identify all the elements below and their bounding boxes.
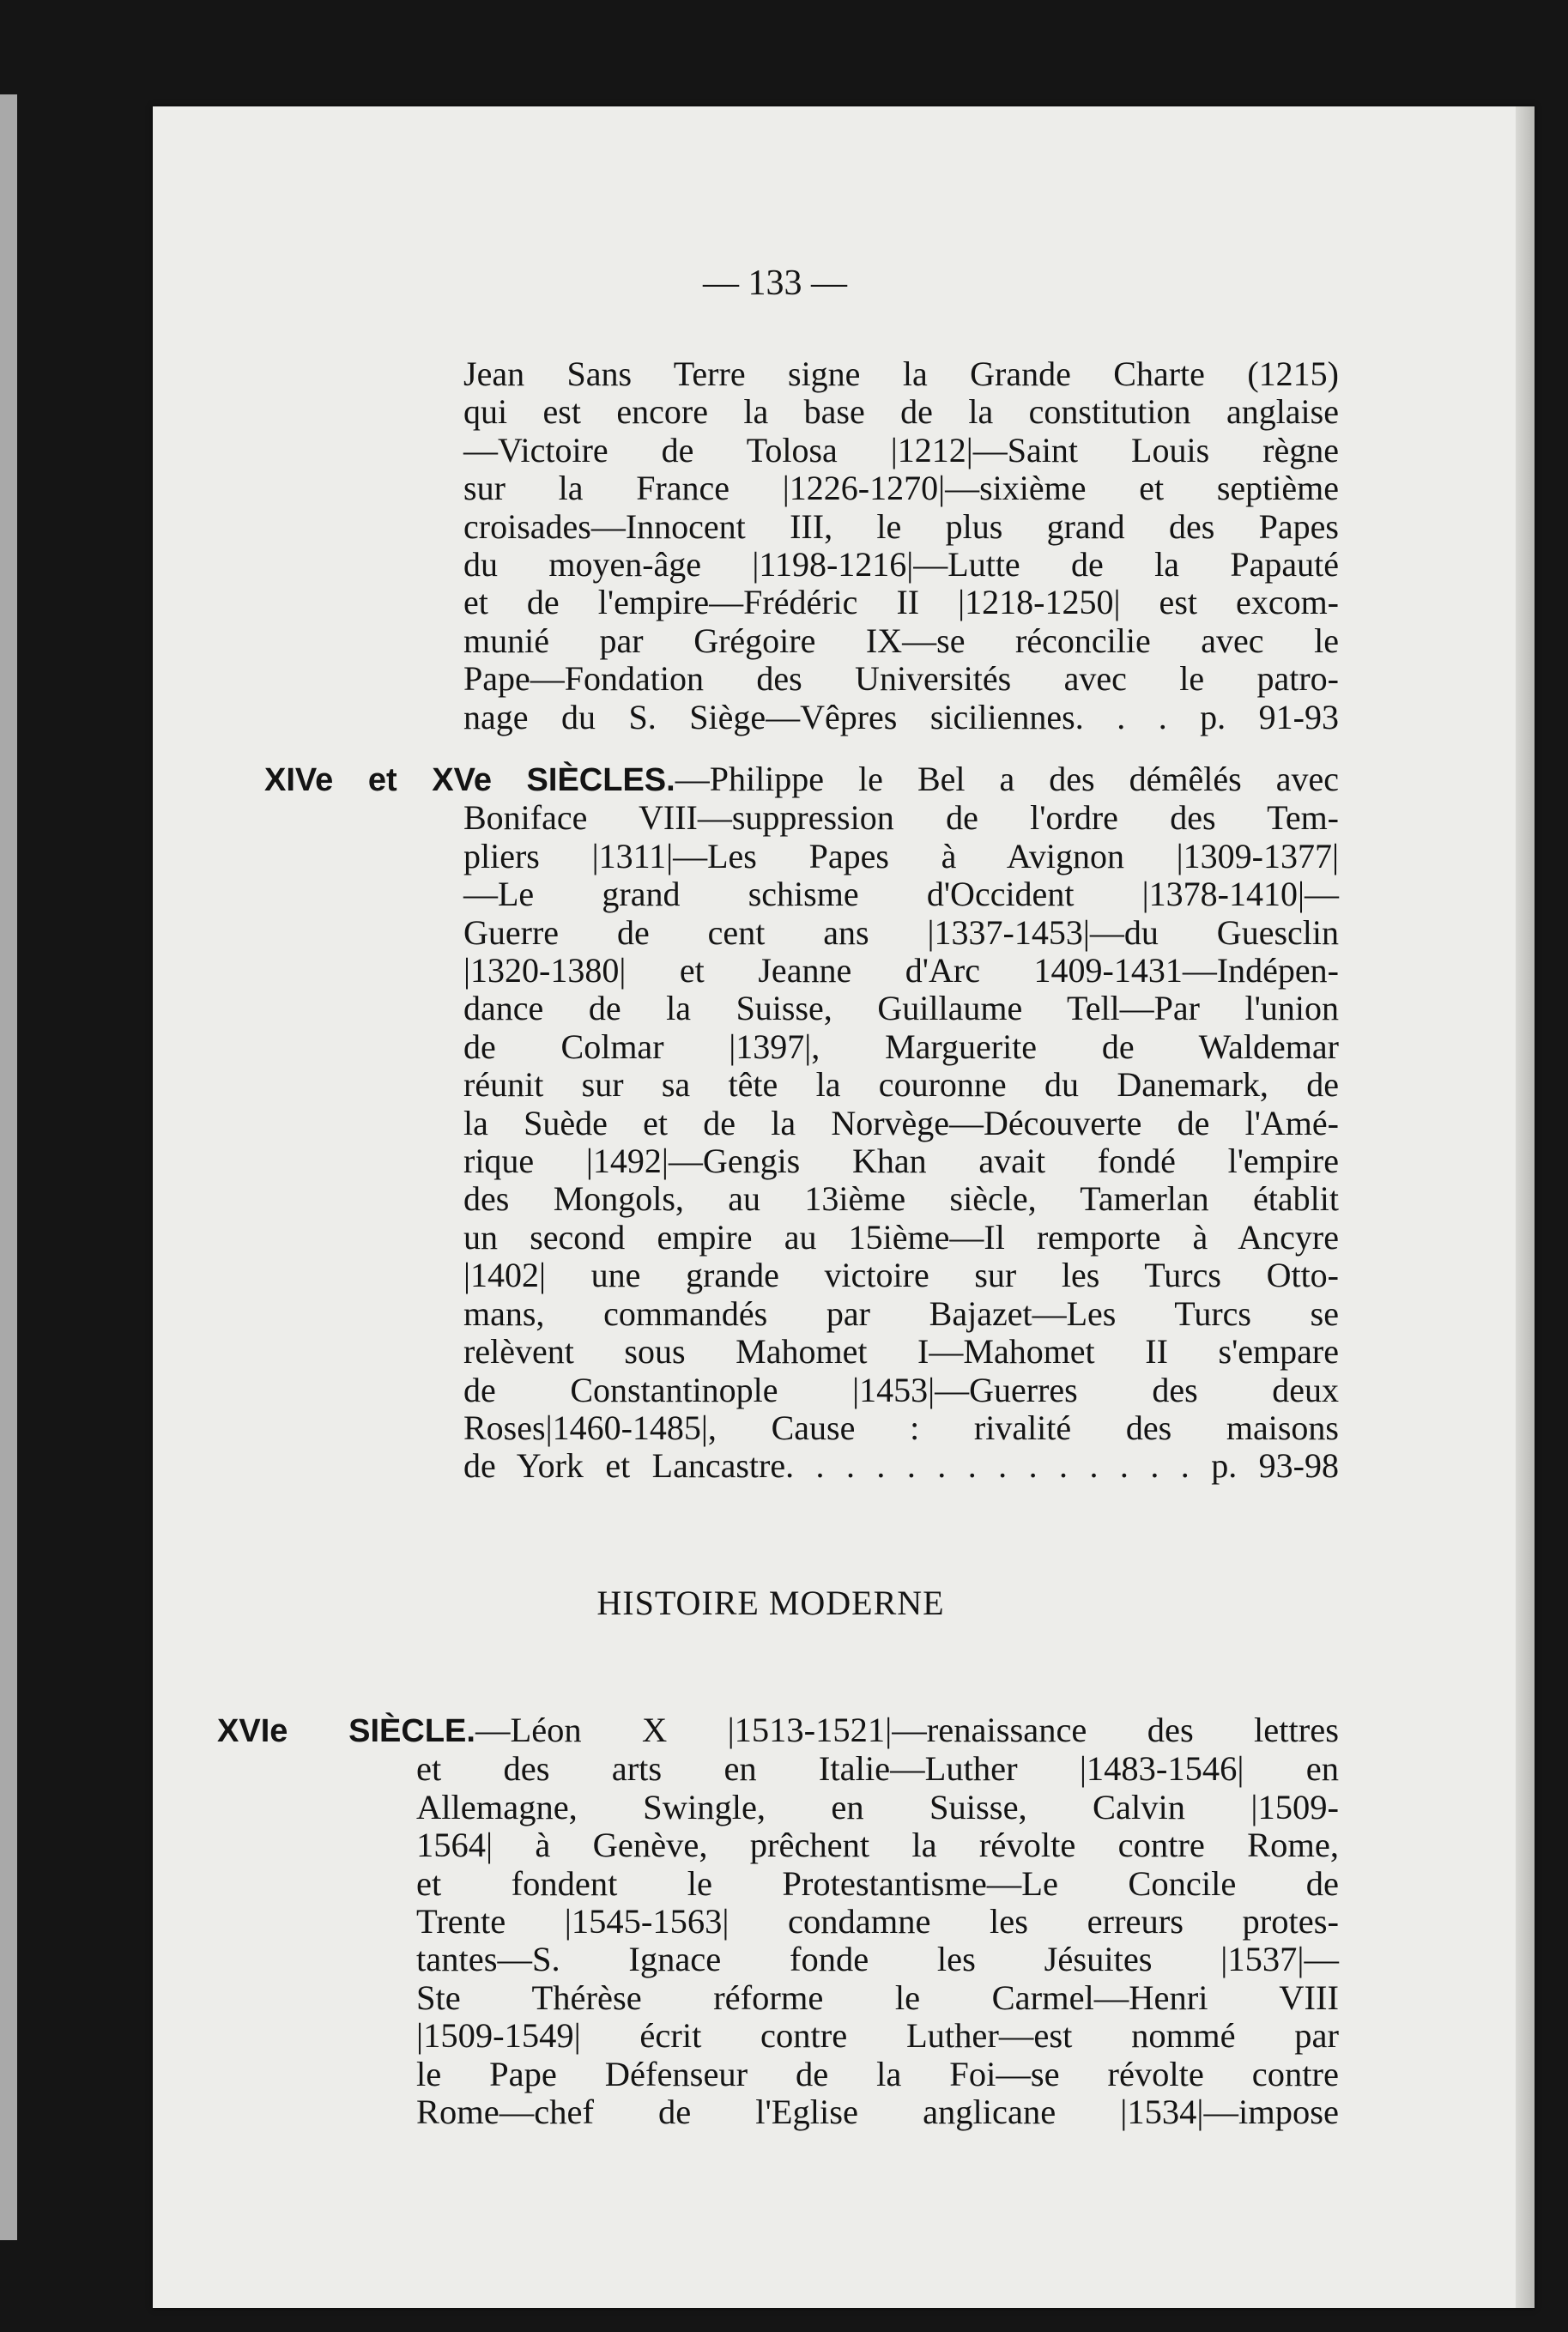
text-line: —Le grand schisme d'Occident |1378-1410|— [463,875,1339,914]
page-number: — 133 — [703,263,847,303]
book-page [153,106,1535,2308]
text-line: le Pape Défenseur de la Foi—se révolte contre [416,2054,1339,2093]
text-line: du moyen-âge |1198-1216|—Lutte de la Papauté [463,545,1339,585]
text-line: |1320-1380| et Jeanne d'Arc 1409-1431—Indépen- [463,951,1339,990]
text-line: et des arts en Italie—Luther |1483-1546| en [416,1749,1339,1789]
paragraph-13th-century [463,355,1339,736]
text-line: de York et Lancastre. . . . . . . . . . . . . . p. 93-98 [463,1446,1339,1486]
section-title: HISTOIRE MODERNE [596,1584,945,1622]
text-line: Guerre de cent ans |1337-1453|—du Guesclin [463,912,1339,952]
text-line: de Constantinople |1453|—Guerres des deux [463,1370,1339,1409]
text-line: réunit sur sa tête la couronne du Danemark, de [463,1065,1339,1105]
text-line: des Mongols, au 13ième siècle, Tamerlan établit [463,1179,1339,1219]
text-line: un second empire au 15ième—Il remporte à Ancyre [463,1217,1339,1257]
heading-line-rest: —Philippe le Bel a des démêlés avec [675,760,1339,798]
text-line: nage du S. Siège—Vêpres siciliennes. . . p. 91-93 [463,697,1339,736]
text-line: rique |1492|—Gengis Khan avait fondé l'empire [463,1142,1339,1181]
text-line: croisades—Innocent III, le plus grand des Papes [463,506,1339,546]
text-line: |1509-1549| écrit contre Luther—est nommé par [416,2016,1339,2056]
text-line: Allemagne, Swingle, en Suisse, Calvin |1509- [416,1787,1339,1826]
adjacent-page-edge [0,94,17,2240]
text-line: Pape—Fondation des Universités avec le patro- [463,659,1339,699]
text-line: la Suède et de la Norvège—Découverte de l'Amé- [463,1103,1339,1142]
text-line: Roses|1460-1485|, Cause : rivalité des maisons [463,1408,1339,1447]
text-line: Boniface VIII—suppression de l'ordre des Tem- [463,798,1339,838]
text-line: relèvent sous Mahomet I—Mahomet II s'empare [463,1332,1339,1372]
text-line: qui est encore la base de la constitution anglaise [463,392,1339,432]
text-line: Rome—chef de l'Eglise anglicane |1534|—impose [416,2093,1339,2132]
text-line: et fondent le Protestantisme—Le Concile de [416,1863,1339,1903]
text-line: mans, commandés par Bajazet—Les Turcs se [463,1293,1339,1333]
text-line [264,760,1339,799]
section-heading: XVIe SIÈCLE. [217,1713,475,1749]
text-line: pliers |1311|—Les Papes à Avignon |1309-1377| [463,836,1339,875]
text-line: Trente |1545-1563| condamne les erreurs protes- [416,1902,1339,1941]
section-heading: XIVe et XVe SIÈCLES. [264,762,675,798]
text-line: tantes—S. Ignace fonde les Jésuites |1537|— [416,1940,1339,1979]
heading-line-rest: —Léon X |1513-1521|—renaissance des lettres [475,1711,1340,1749]
text-line: 1564| à Genève, prêchent la révolte contre Rome, [416,1826,1339,1865]
paragraph-16th-century [217,1711,1339,2131]
text-line: —Victoire de Tolosa |1212|—Saint Louis règne [463,430,1339,469]
text-line [217,1711,1339,1750]
text-line: Ste Thérèse réforme le Carmel—Henri VIII [416,1978,1339,2017]
text-line: sur la France |1226-1270|—sixième et septième [463,469,1339,508]
page-edge-shadow [1516,106,1535,2308]
text-line: et de l'empire—Frédéric II |1218-1250| est excom- [463,583,1339,622]
text-line: munié par Grégoire IX—se réconcilie avec le [463,621,1339,660]
text-line: |1402| une grande victoire sur les Turcs Otto- [463,1256,1339,1295]
text-line: Jean Sans Terre signe la Grande Charte (1215) [463,354,1339,393]
text-line: de Colmar |1397|, Marguerite de Waldemar [463,1027,1339,1066]
paragraph-14th-15th-centuries [264,760,1339,1486]
text-line: dance de la Suisse, Guillaume Tell—Par l'union [463,989,1339,1028]
